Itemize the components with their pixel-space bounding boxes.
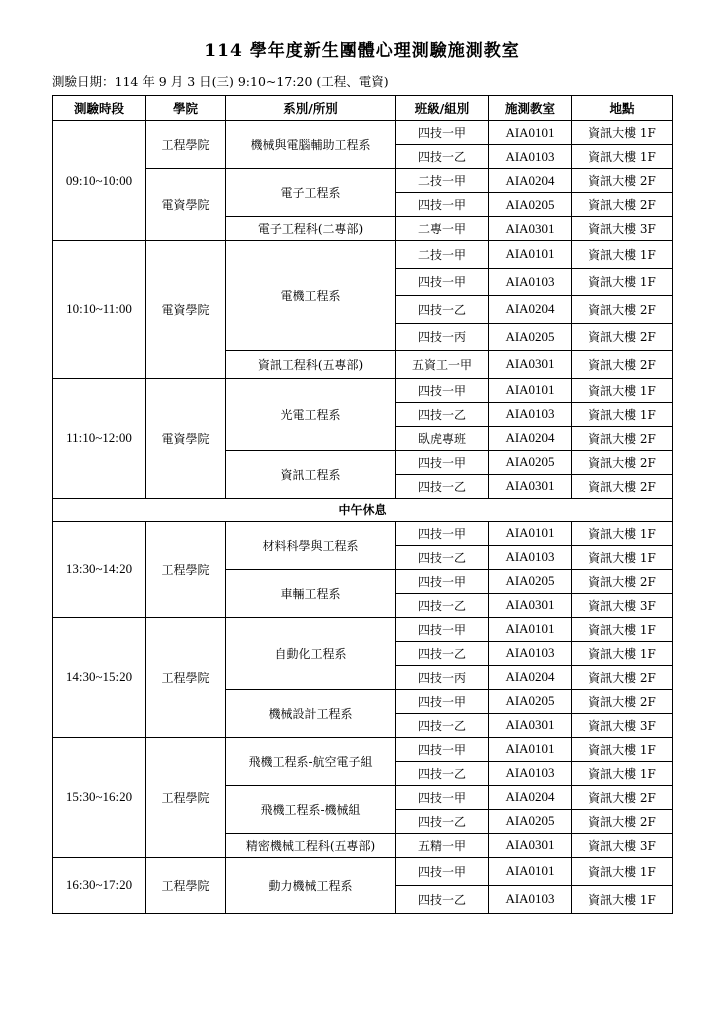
department-cell: 車輛工程系 (226, 569, 396, 617)
page-title: 114 學年度新生團體心理測驗施測教室 (204, 41, 520, 61)
department-cell: 光電工程系 (226, 378, 396, 450)
location-cell: 資訊大樓 2F (572, 665, 673, 689)
lunch-break-row (53, 498, 673, 521)
header-location: 地點 (572, 96, 673, 121)
table-row (53, 521, 673, 545)
location-cell: 資訊大樓 2F (572, 169, 673, 193)
table-row (53, 737, 673, 761)
time-slot-cell: 10:10~11:00 (53, 241, 146, 379)
room-cell: AIA0101 (489, 737, 572, 761)
college-cell: 工程學院 (146, 737, 226, 857)
room-cell: AIA0101 (489, 121, 572, 145)
department-cell: 機械設計工程系 (226, 689, 396, 737)
class-cell: 四技一甲 (396, 193, 489, 217)
location-cell: 資訊大樓 2F (572, 193, 673, 217)
room-cell: AIA0103 (489, 641, 572, 665)
location-cell: 資訊大樓 2F (572, 450, 673, 474)
college-cell: 電資學院 (146, 241, 226, 379)
location-cell: 資訊大樓 1F (572, 521, 673, 545)
room-cell: AIA0205 (489, 193, 572, 217)
location-cell: 資訊大樓 1F (572, 885, 673, 913)
location-cell: 資訊大樓 1F (572, 121, 673, 145)
class-cell: 二技一甲 (396, 169, 489, 193)
location-cell: 資訊大樓 1F (572, 641, 673, 665)
class-cell: 四技一乙 (396, 474, 489, 498)
location-cell: 資訊大樓 1F (572, 761, 673, 785)
class-cell: 四技一乙 (396, 885, 489, 913)
room-cell: AIA0103 (489, 545, 572, 569)
lunch-break-label: 中午休息 (53, 498, 673, 521)
department-cell: 電機工程系 (226, 241, 396, 351)
room-cell: AIA0204 (489, 169, 572, 193)
header-room: 施測教室 (489, 96, 572, 121)
location-cell: 資訊大樓 2F (572, 809, 673, 833)
class-cell: 五精一甲 (396, 833, 489, 857)
room-cell: AIA0301 (489, 474, 572, 498)
class-cell: 四技一乙 (396, 713, 489, 737)
room-cell: AIA0205 (489, 323, 572, 351)
location-cell: 資訊大樓 2F (572, 426, 673, 450)
department-cell: 電子工程科(二專部) (226, 217, 396, 241)
header-class: 班級/組別 (396, 96, 489, 121)
class-cell: 四技一甲 (396, 689, 489, 713)
room-cell: AIA0205 (489, 689, 572, 713)
time-slot-cell: 09:10~10:00 (53, 121, 146, 241)
room-cell: AIA0103 (489, 268, 572, 296)
class-cell: 二技一甲 (396, 241, 489, 269)
room-cell: AIA0301 (489, 217, 572, 241)
class-cell: 四技一乙 (396, 145, 489, 169)
location-cell: 資訊大樓 1F (572, 402, 673, 426)
college-cell: 電資學院 (146, 169, 226, 241)
location-cell: 資訊大樓 1F (572, 857, 673, 885)
room-cell: AIA0204 (489, 785, 572, 809)
room-cell: AIA0103 (489, 885, 572, 913)
room-cell: AIA0301 (489, 593, 572, 617)
time-slot-cell: 13:30~14:20 (53, 521, 146, 617)
department-cell: 飛機工程系-航空電子組 (226, 737, 396, 785)
table-row (53, 857, 673, 885)
table-row (53, 169, 673, 193)
location-cell: 資訊大樓 3F (572, 713, 673, 737)
class-cell: 四技一甲 (396, 268, 489, 296)
location-cell: 資訊大樓 1F (572, 268, 673, 296)
college-cell: 工程學院 (146, 521, 226, 617)
room-cell: AIA0103 (489, 761, 572, 785)
room-cell: AIA0301 (489, 351, 572, 379)
class-cell: 四技一乙 (396, 545, 489, 569)
header-time: 測驗時段 (53, 96, 146, 121)
location-cell: 資訊大樓 1F (572, 378, 673, 402)
class-cell: 四技一甲 (396, 785, 489, 809)
room-cell: AIA0101 (489, 521, 572, 545)
department-cell: 機械與電腦輔助工程系 (226, 121, 396, 169)
department-cell: 飛機工程系-機械組 (226, 785, 396, 833)
class-cell: 臥虎專班 (396, 426, 489, 450)
room-cell: AIA0204 (489, 426, 572, 450)
location-cell: 資訊大樓 1F (572, 145, 673, 169)
department-cell: 材料科學與工程系 (226, 521, 396, 569)
class-cell: 四技一乙 (396, 296, 489, 324)
class-cell: 四技一甲 (396, 450, 489, 474)
room-cell: AIA0205 (489, 450, 572, 474)
class-cell: 四技一丙 (396, 323, 489, 351)
room-cell: AIA0101 (489, 378, 572, 402)
location-cell: 資訊大樓 2F (572, 296, 673, 324)
class-cell: 五資工一甲 (396, 351, 489, 379)
location-cell: 資訊大樓 3F (572, 217, 673, 241)
department-cell: 動力機械工程系 (226, 857, 396, 913)
college-cell: 工程學院 (146, 121, 226, 169)
location-cell: 資訊大樓 2F (572, 474, 673, 498)
table-row (53, 617, 673, 641)
table-row (53, 378, 673, 402)
room-cell: AIA0301 (489, 713, 572, 737)
time-slot-cell: 14:30~15:20 (53, 617, 146, 737)
room-cell: AIA0205 (489, 809, 572, 833)
college-cell: 工程學院 (146, 857, 226, 913)
table-row (53, 121, 673, 145)
location-cell: 資訊大樓 2F (572, 351, 673, 379)
room-cell: AIA0103 (489, 402, 572, 426)
class-cell: 四技一甲 (396, 857, 489, 885)
location-cell: 資訊大樓 1F (572, 737, 673, 761)
room-cell: AIA0101 (489, 857, 572, 885)
department-cell: 自動化工程系 (226, 617, 396, 689)
room-cell: AIA0204 (489, 296, 572, 324)
class-cell: 二專一甲 (396, 217, 489, 241)
department-cell: 資訊工程科(五專部) (226, 351, 396, 379)
header-department: 系別/所別 (226, 96, 396, 121)
department-cell: 電子工程系 (226, 169, 396, 217)
schedule-body (53, 121, 673, 914)
location-cell: 資訊大樓 2F (572, 323, 673, 351)
class-cell: 四技一甲 (396, 378, 489, 402)
room-cell: AIA0103 (489, 145, 572, 169)
class-cell: 四技一甲 (396, 617, 489, 641)
location-cell: 資訊大樓 2F (572, 689, 673, 713)
class-cell: 四技一乙 (396, 641, 489, 665)
department-cell: 資訊工程系 (226, 450, 396, 498)
class-cell: 四技一乙 (396, 761, 489, 785)
college-cell: 工程學院 (146, 617, 226, 737)
location-cell: 資訊大樓 2F (572, 569, 673, 593)
location-cell: 資訊大樓 1F (572, 617, 673, 641)
location-cell: 資訊大樓 3F (572, 833, 673, 857)
room-cell: AIA0101 (489, 241, 572, 269)
class-cell: 四技一乙 (396, 402, 489, 426)
department-cell: 精密機械工程科(五專部) (226, 833, 396, 857)
class-cell: 四技一甲 (396, 521, 489, 545)
college-cell: 電資學院 (146, 378, 226, 498)
location-cell: 資訊大樓 1F (572, 241, 673, 269)
room-cell: AIA0204 (489, 665, 572, 689)
room-cell: AIA0101 (489, 617, 572, 641)
class-cell: 四技一甲 (396, 737, 489, 761)
test-date-line: 測驗日期：114 年 9 月 3 日(三) 9:10~17:20 (工程、電資) (52, 74, 389, 89)
table-row (53, 241, 673, 269)
class-cell: 四技一乙 (396, 809, 489, 833)
class-cell: 四技一乙 (396, 593, 489, 617)
schedule-table (52, 95, 673, 914)
class-cell: 四技一甲 (396, 121, 489, 145)
time-slot-cell: 11:10~12:00 (53, 378, 146, 498)
room-cell: AIA0301 (489, 833, 572, 857)
location-cell: 資訊大樓 1F (572, 545, 673, 569)
class-cell: 四技一丙 (396, 665, 489, 689)
class-cell: 四技一甲 (396, 569, 489, 593)
location-cell: 資訊大樓 2F (572, 785, 673, 809)
location-cell: 資訊大樓 3F (572, 593, 673, 617)
header-college: 學院 (146, 96, 226, 121)
time-slot-cell: 16:30~17:20 (53, 857, 146, 913)
room-cell: AIA0205 (489, 569, 572, 593)
table-header-row (53, 96, 673, 121)
time-slot-cell: 15:30~16:20 (53, 737, 146, 857)
